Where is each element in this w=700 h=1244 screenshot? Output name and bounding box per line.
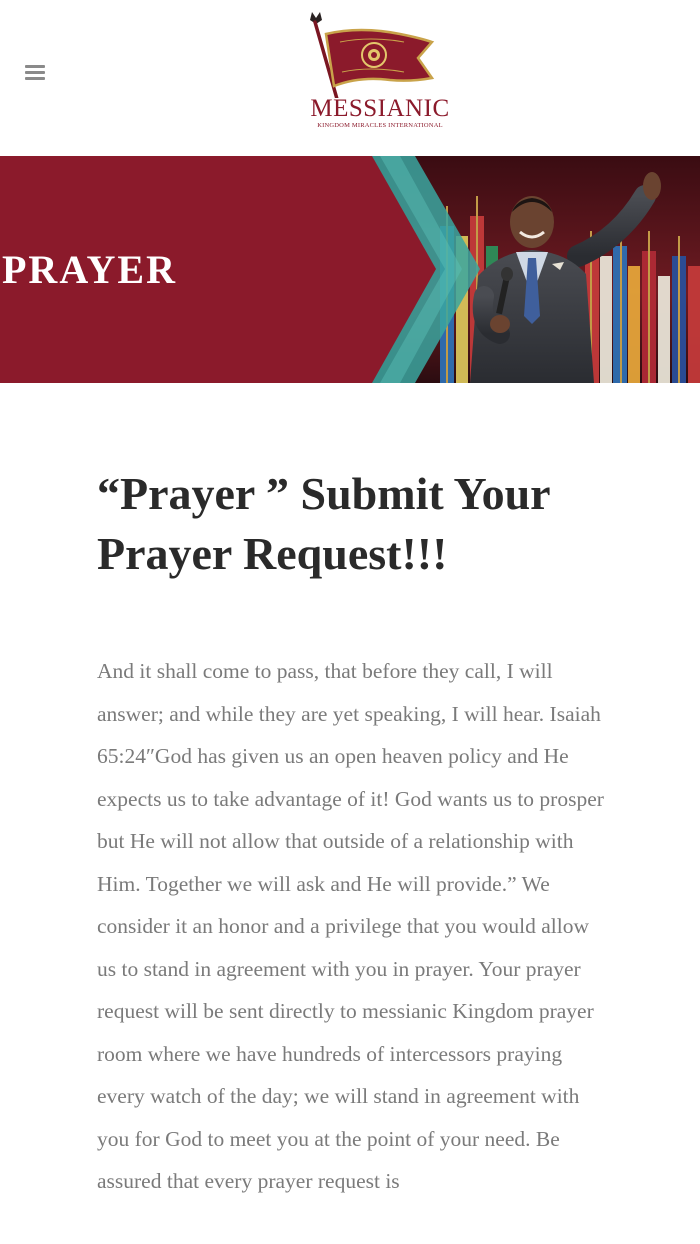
prayer-intro-text: And it shall come to pass, that before they call, I will answer; and while they are yet speaking, I will hear. Isaiah 65:24″God has given us an open heaven policy and He expects us to take advantage of it! God wants us to prosper but He will not allow that outside of a relationship with Him. Together we will ask and He will provide.” We consider it an honor and a privilege that you would allow us to stand in agreement with you in prayer. Your prayer request will be sent directly to messianic Kingdom prayer room where we have hundreds of intercessors praying every watch of the day; we will stand in agreement with you for God to meet you at the point of your need. Be assured that every prayer request is — [97, 659, 604, 1193]
logo-subtitle: KINGDOM MIRACLES INTERNATIONAL — [317, 122, 443, 129]
page-banner — [0, 156, 700, 383]
site-header — [0, 0, 700, 156]
page-title: “Prayer ” Submit Your Prayer Request!!! — [97, 468, 550, 579]
flag-emblem-icon — [300, 8, 460, 98]
site-logo[interactable] — [300, 8, 460, 140]
banner-title: PRAYER — [2, 247, 177, 292]
logo-wordmark: MESSIANIC — [310, 95, 450, 122]
hamburger-menu-icon[interactable] — [22, 62, 50, 84]
